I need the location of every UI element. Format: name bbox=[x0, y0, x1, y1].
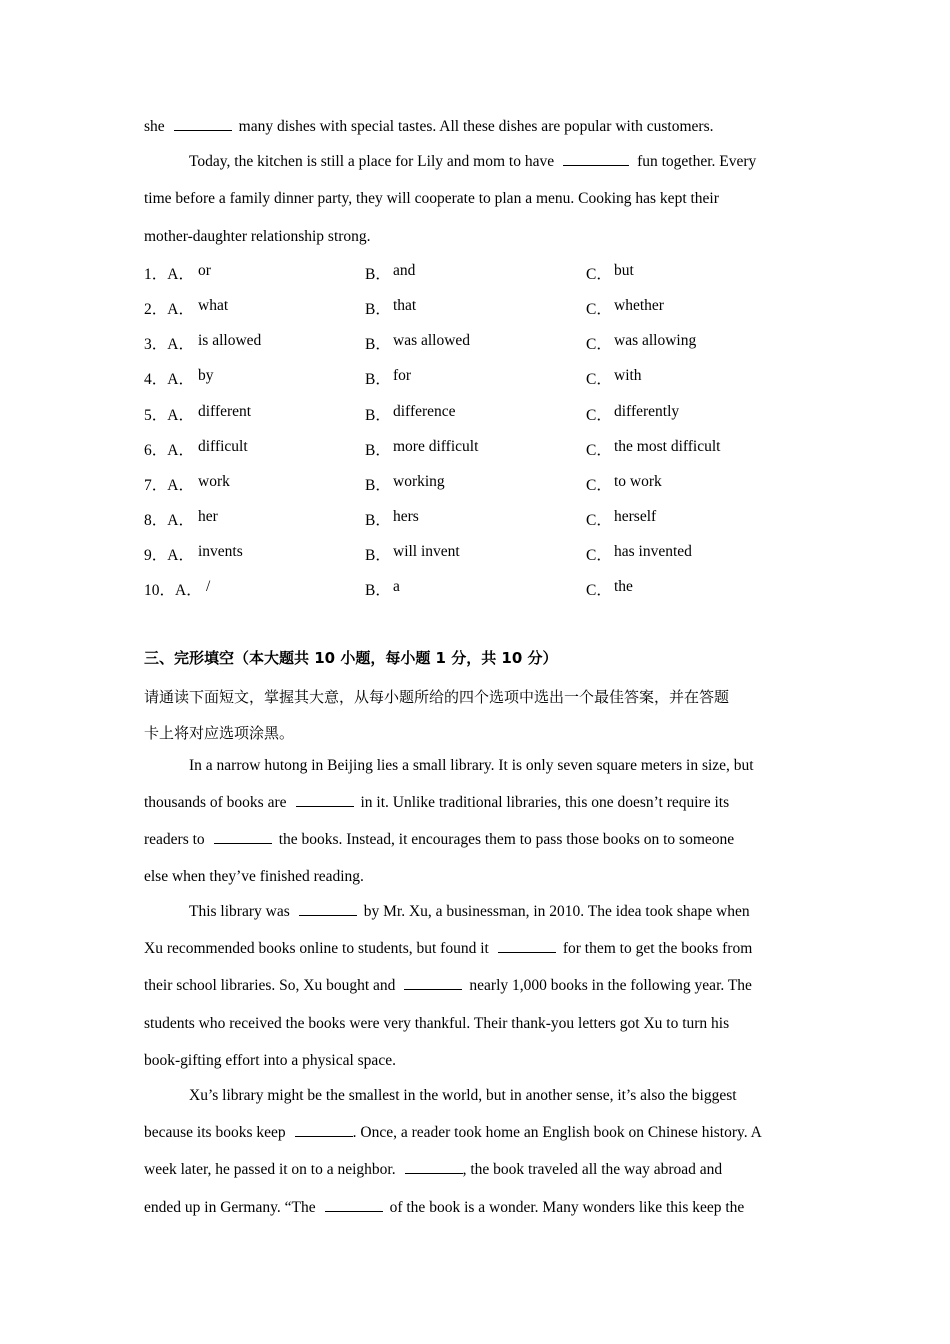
option-label: B． bbox=[365, 407, 391, 424]
option-label: B． bbox=[365, 547, 391, 564]
section-heading: 三、完形填空（本大题共 10 小题，每小题 1 分，共 10 分） bbox=[144, 649, 558, 667]
answer-blank bbox=[405, 1172, 463, 1174]
text: she bbox=[144, 118, 165, 135]
text: by Mr. Xu, a businessman, in 2010. The idea took shape when bbox=[363, 903, 750, 920]
question-number: 4．A． bbox=[144, 371, 194, 388]
passage-line bbox=[144, 1124, 762, 1142]
option-b: hers bbox=[393, 508, 419, 525]
passage-line bbox=[144, 118, 713, 136]
question-number: 2．A． bbox=[144, 301, 194, 318]
passage-line bbox=[144, 940, 752, 958]
option-a: what bbox=[198, 297, 229, 314]
option-label: B． bbox=[365, 301, 391, 318]
option-a: by bbox=[198, 367, 214, 384]
option-c: the bbox=[614, 578, 633, 595]
instruction-line: 请通读下面短文，掌握其大意，从每小题所给的四个选项中选出一个最佳答案，并在答题 bbox=[144, 688, 730, 706]
option-b: that bbox=[393, 297, 417, 314]
text: , the book traveled all the way abroad and bbox=[462, 1161, 723, 1178]
answer-blank bbox=[296, 805, 354, 807]
text: nearly 1,000 books in the following year. The bbox=[469, 977, 752, 994]
answer-blank bbox=[299, 914, 357, 916]
option-a: her bbox=[198, 508, 218, 525]
option-c: was allowing bbox=[614, 332, 697, 349]
text: Today, the kitchen is still a place for Lily and mom to have bbox=[189, 153, 555, 170]
instruction-line: 卡上将对应选项涂黑。 bbox=[144, 724, 295, 742]
option-c: differently bbox=[614, 403, 680, 420]
text: their school libraries. So, Xu bought and bbox=[144, 977, 396, 994]
option-c: whether bbox=[614, 297, 664, 314]
passage-line bbox=[189, 903, 750, 921]
text: in it. Unlike traditional libraries, this one doesn’t require its bbox=[360, 794, 730, 811]
option-label: C． bbox=[586, 582, 612, 599]
option-label: B． bbox=[365, 582, 391, 599]
option-c: with bbox=[614, 367, 642, 384]
option-b: and bbox=[393, 262, 416, 279]
question-number: 3．A． bbox=[144, 336, 194, 353]
passage-line bbox=[144, 831, 734, 849]
answer-blank bbox=[325, 1210, 383, 1212]
passage-line: time before a family dinner party, they will cooperate to plan a menu. Cooking has kept their bbox=[144, 190, 719, 207]
option-label: C． bbox=[586, 266, 612, 283]
passage-line: mother-daughter relationship strong. bbox=[144, 228, 371, 245]
option-c: herself bbox=[614, 508, 657, 525]
text: week later, he passed it on to a neighbor. bbox=[144, 1161, 396, 1178]
option-c: has invented bbox=[614, 543, 692, 560]
question-number: 9．A． bbox=[144, 547, 194, 564]
passage-line bbox=[144, 1199, 744, 1217]
option-label: B． bbox=[365, 512, 391, 529]
text: because its books keep bbox=[144, 1124, 286, 1141]
question-number: 10．A． bbox=[144, 582, 202, 599]
option-a: / bbox=[206, 578, 211, 595]
option-label: C． bbox=[586, 512, 612, 529]
option-label: C． bbox=[586, 547, 612, 564]
option-label: C． bbox=[586, 407, 612, 424]
option-c: the most difficult bbox=[614, 438, 721, 455]
option-c: to work bbox=[614, 473, 662, 490]
option-a: difficult bbox=[198, 438, 248, 455]
text: fun together. Every bbox=[637, 153, 757, 170]
text: for them to get the books from bbox=[562, 940, 753, 957]
passage-line: students who received the books were very thankful. Their thank-you letters got Xu to turn his bbox=[144, 1015, 730, 1032]
question-number: 5．A． bbox=[144, 407, 194, 424]
option-label: C． bbox=[586, 477, 612, 494]
option-label: B． bbox=[365, 477, 391, 494]
question-number: 7．A． bbox=[144, 477, 194, 494]
text: the books. Instead, it encourages them to pass those books on to someone bbox=[278, 831, 735, 848]
answer-blank bbox=[498, 951, 556, 953]
option-label: C． bbox=[586, 301, 612, 318]
option-a: is allowed bbox=[198, 332, 262, 349]
option-label: B． bbox=[365, 336, 391, 353]
text: readers to bbox=[144, 831, 205, 848]
text: . Once, a reader took home an English book on Chinese history. A bbox=[352, 1124, 762, 1141]
option-b: working bbox=[393, 473, 445, 490]
option-b: was allowed bbox=[393, 332, 471, 349]
option-label: B． bbox=[365, 371, 391, 388]
passage-line: book-gifting effort into a physical space. bbox=[144, 1052, 396, 1069]
text: of the book is a wonder. Many wonders like this keep the bbox=[389, 1199, 745, 1216]
answer-blank bbox=[404, 988, 462, 990]
option-label: B． bbox=[365, 442, 391, 459]
option-label: C． bbox=[586, 442, 612, 459]
answer-blank bbox=[563, 164, 629, 166]
option-b: for bbox=[393, 367, 412, 384]
answer-blank bbox=[174, 129, 232, 131]
answer-blank bbox=[214, 842, 272, 844]
option-a: work bbox=[198, 473, 230, 490]
option-label: C． bbox=[586, 336, 612, 353]
passage-line bbox=[144, 794, 729, 812]
passage-line bbox=[144, 1161, 722, 1179]
option-label: B． bbox=[365, 266, 391, 283]
text: ended up in Germany. “The bbox=[144, 1199, 316, 1216]
option-a: invents bbox=[198, 543, 243, 560]
option-c: but bbox=[614, 262, 634, 279]
passage-line bbox=[144, 977, 752, 995]
question-number: 6．A． bbox=[144, 442, 194, 459]
answer-blank bbox=[295, 1135, 353, 1137]
text: This library was bbox=[189, 903, 290, 920]
passage-line bbox=[189, 153, 756, 171]
option-label: C． bbox=[586, 371, 612, 388]
passage-line: else when they’ve finished reading. bbox=[144, 868, 364, 885]
passage-line: Xu’s library might be the smallest in the world, but in another sense, it’s also the biggest bbox=[189, 1087, 737, 1104]
option-b: a bbox=[393, 578, 400, 595]
question-number: 8．A． bbox=[144, 512, 194, 529]
text: Xu recommended books online to students, but found it bbox=[144, 940, 489, 957]
passage-line: In a narrow hutong in Beijing lies a small library. It is only seven square meters in size, but bbox=[189, 757, 754, 774]
question-number: 1．A． bbox=[144, 266, 194, 283]
option-b: more difficult bbox=[393, 438, 479, 455]
option-a: different bbox=[198, 403, 252, 420]
text: thousands of books are bbox=[144, 794, 287, 811]
option-a: or bbox=[198, 262, 211, 279]
text: many dishes with special tastes. All these dishes are popular with customers. bbox=[238, 118, 714, 135]
option-b: will invent bbox=[393, 543, 460, 560]
option-b: difference bbox=[393, 403, 456, 420]
